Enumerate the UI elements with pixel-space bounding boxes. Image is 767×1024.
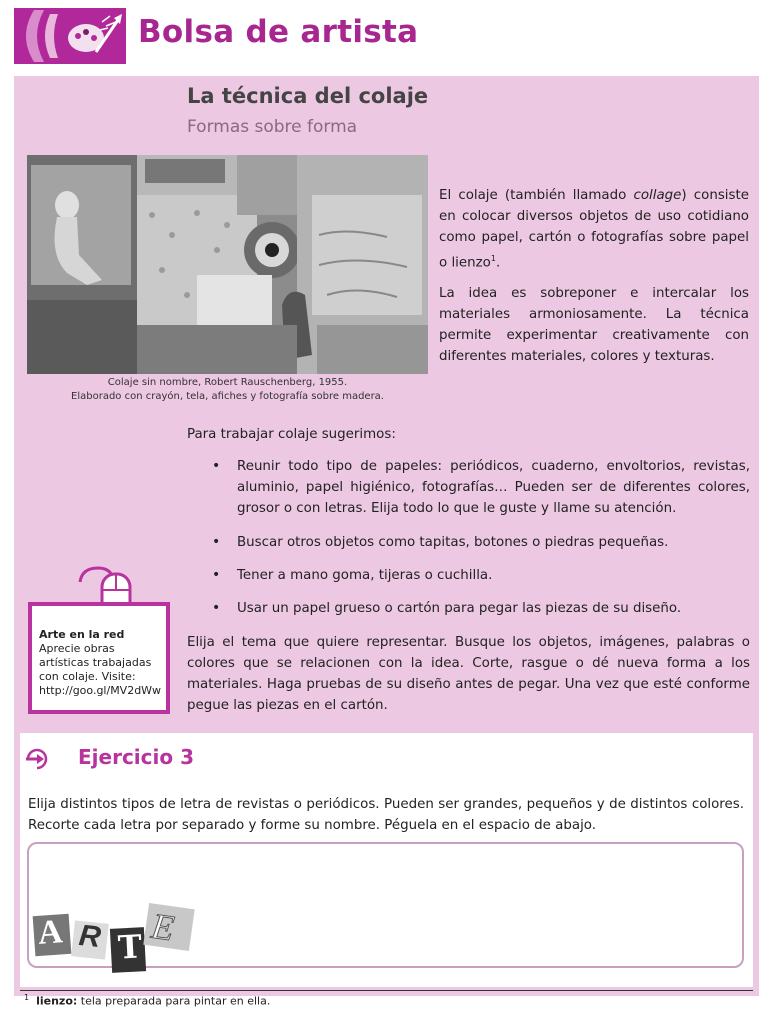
web-note (39, 628, 167, 698)
caption-line-1: Colaje sin nombre, Robert Rauschenberg, 1955. (107, 377, 348, 388)
bullet-1: • (212, 458, 221, 474)
header-logo-icon (14, 8, 126, 64)
footnote-divider (20, 990, 753, 991)
letter-a: A (36, 913, 64, 952)
footnote (24, 993, 270, 1008)
intro-paragraph-1 (439, 185, 749, 273)
p1-text-end: . (495, 255, 501, 271)
exercise-instructions: Elija distintos tipos de letra de revistas o periódicos. Pueden ser grandes, pequeños y de distintos colores. Recorte cada letra por separado y forme su nombre. Péguela en el espacio de abajo. (28, 797, 744, 833)
section-subtitle: Formas sobre forma (187, 117, 358, 137)
footnote-ref: 1 (490, 254, 496, 263)
letter-r: R (77, 918, 103, 955)
list-item-4: Usar un papel grueso o cartón para pegar las piezas de su diseño. (237, 601, 682, 616)
instructions-paragraph: Elija el tema que quiere representar. Busque los objetos, imágenes, palabras o colores que se relacionen con la idea. Corte, rasgue o dé nueva forma a los materiales. Haga pruebas de su diseño antes de pegar. Una vez que esté conforme pegue las piezas en el cartón. (187, 635, 750, 713)
caption-line-2: Elaborado con crayón, tela, afiches y fotografía sobre madera. (71, 391, 384, 402)
letter-e: E (149, 905, 177, 949)
footnote-number: 1 (24, 993, 30, 1002)
figure-caption (27, 376, 428, 404)
arrow-right-circle-icon (24, 748, 50, 770)
p1-text-rest: ) consiste en colocar diversos objetos de uso cotidiano como papel, cartón o fotografías sobre papel o lienzo (439, 188, 749, 271)
p1-italic-term: collage (633, 188, 682, 203)
bullet-4: • (212, 600, 221, 616)
collage-artwork-image (27, 155, 428, 374)
web-note-text: Aprecie obras artísticas trabajadas con colaje. Visite: http://goo.gl/MV2dWw (39, 642, 162, 697)
exercise-title: Ejercicio 3 (78, 745, 194, 769)
intro-paragraph-2: La idea es sobreponer e intercalar los materiales armoniosamente. La técnica permite experimentar creativamente con diferentes materiales, colores y texturas. (439, 286, 749, 364)
suggestions-intro: Para trabajar colaje sugerimos: (187, 427, 396, 442)
letter-t: T (117, 927, 143, 967)
bullet-2: • (212, 534, 221, 550)
list-item-2: Buscar otros objetos como tapitas, botones o piedras pequeñas. (237, 535, 669, 550)
list-item-3: Tener a mano goma, tijeras o cuchilla. (237, 568, 493, 583)
p1-text-start: El colaje (también llamado (439, 188, 634, 203)
bullet-3: • (212, 567, 221, 583)
palette-brush-icon (14, 8, 126, 64)
list-item-1: Reunir todo tipo de papeles: periódicos, cuaderno, envoltorios, revistas, aluminio, papel higiénico, fotografías… Pueden ser de diferentes colores, grosor o con letras. Elija todo lo que le guste y llame su atención. (237, 459, 750, 516)
section-title: La técnica del colaje (187, 84, 429, 108)
footnote-definition: tela preparada para pintar en ella. (77, 994, 271, 1008)
web-note-title: Arte en la red (39, 628, 125, 641)
footnote-term: lienzo: (36, 994, 78, 1008)
page-header-title: Bolsa de artista (138, 14, 419, 50)
